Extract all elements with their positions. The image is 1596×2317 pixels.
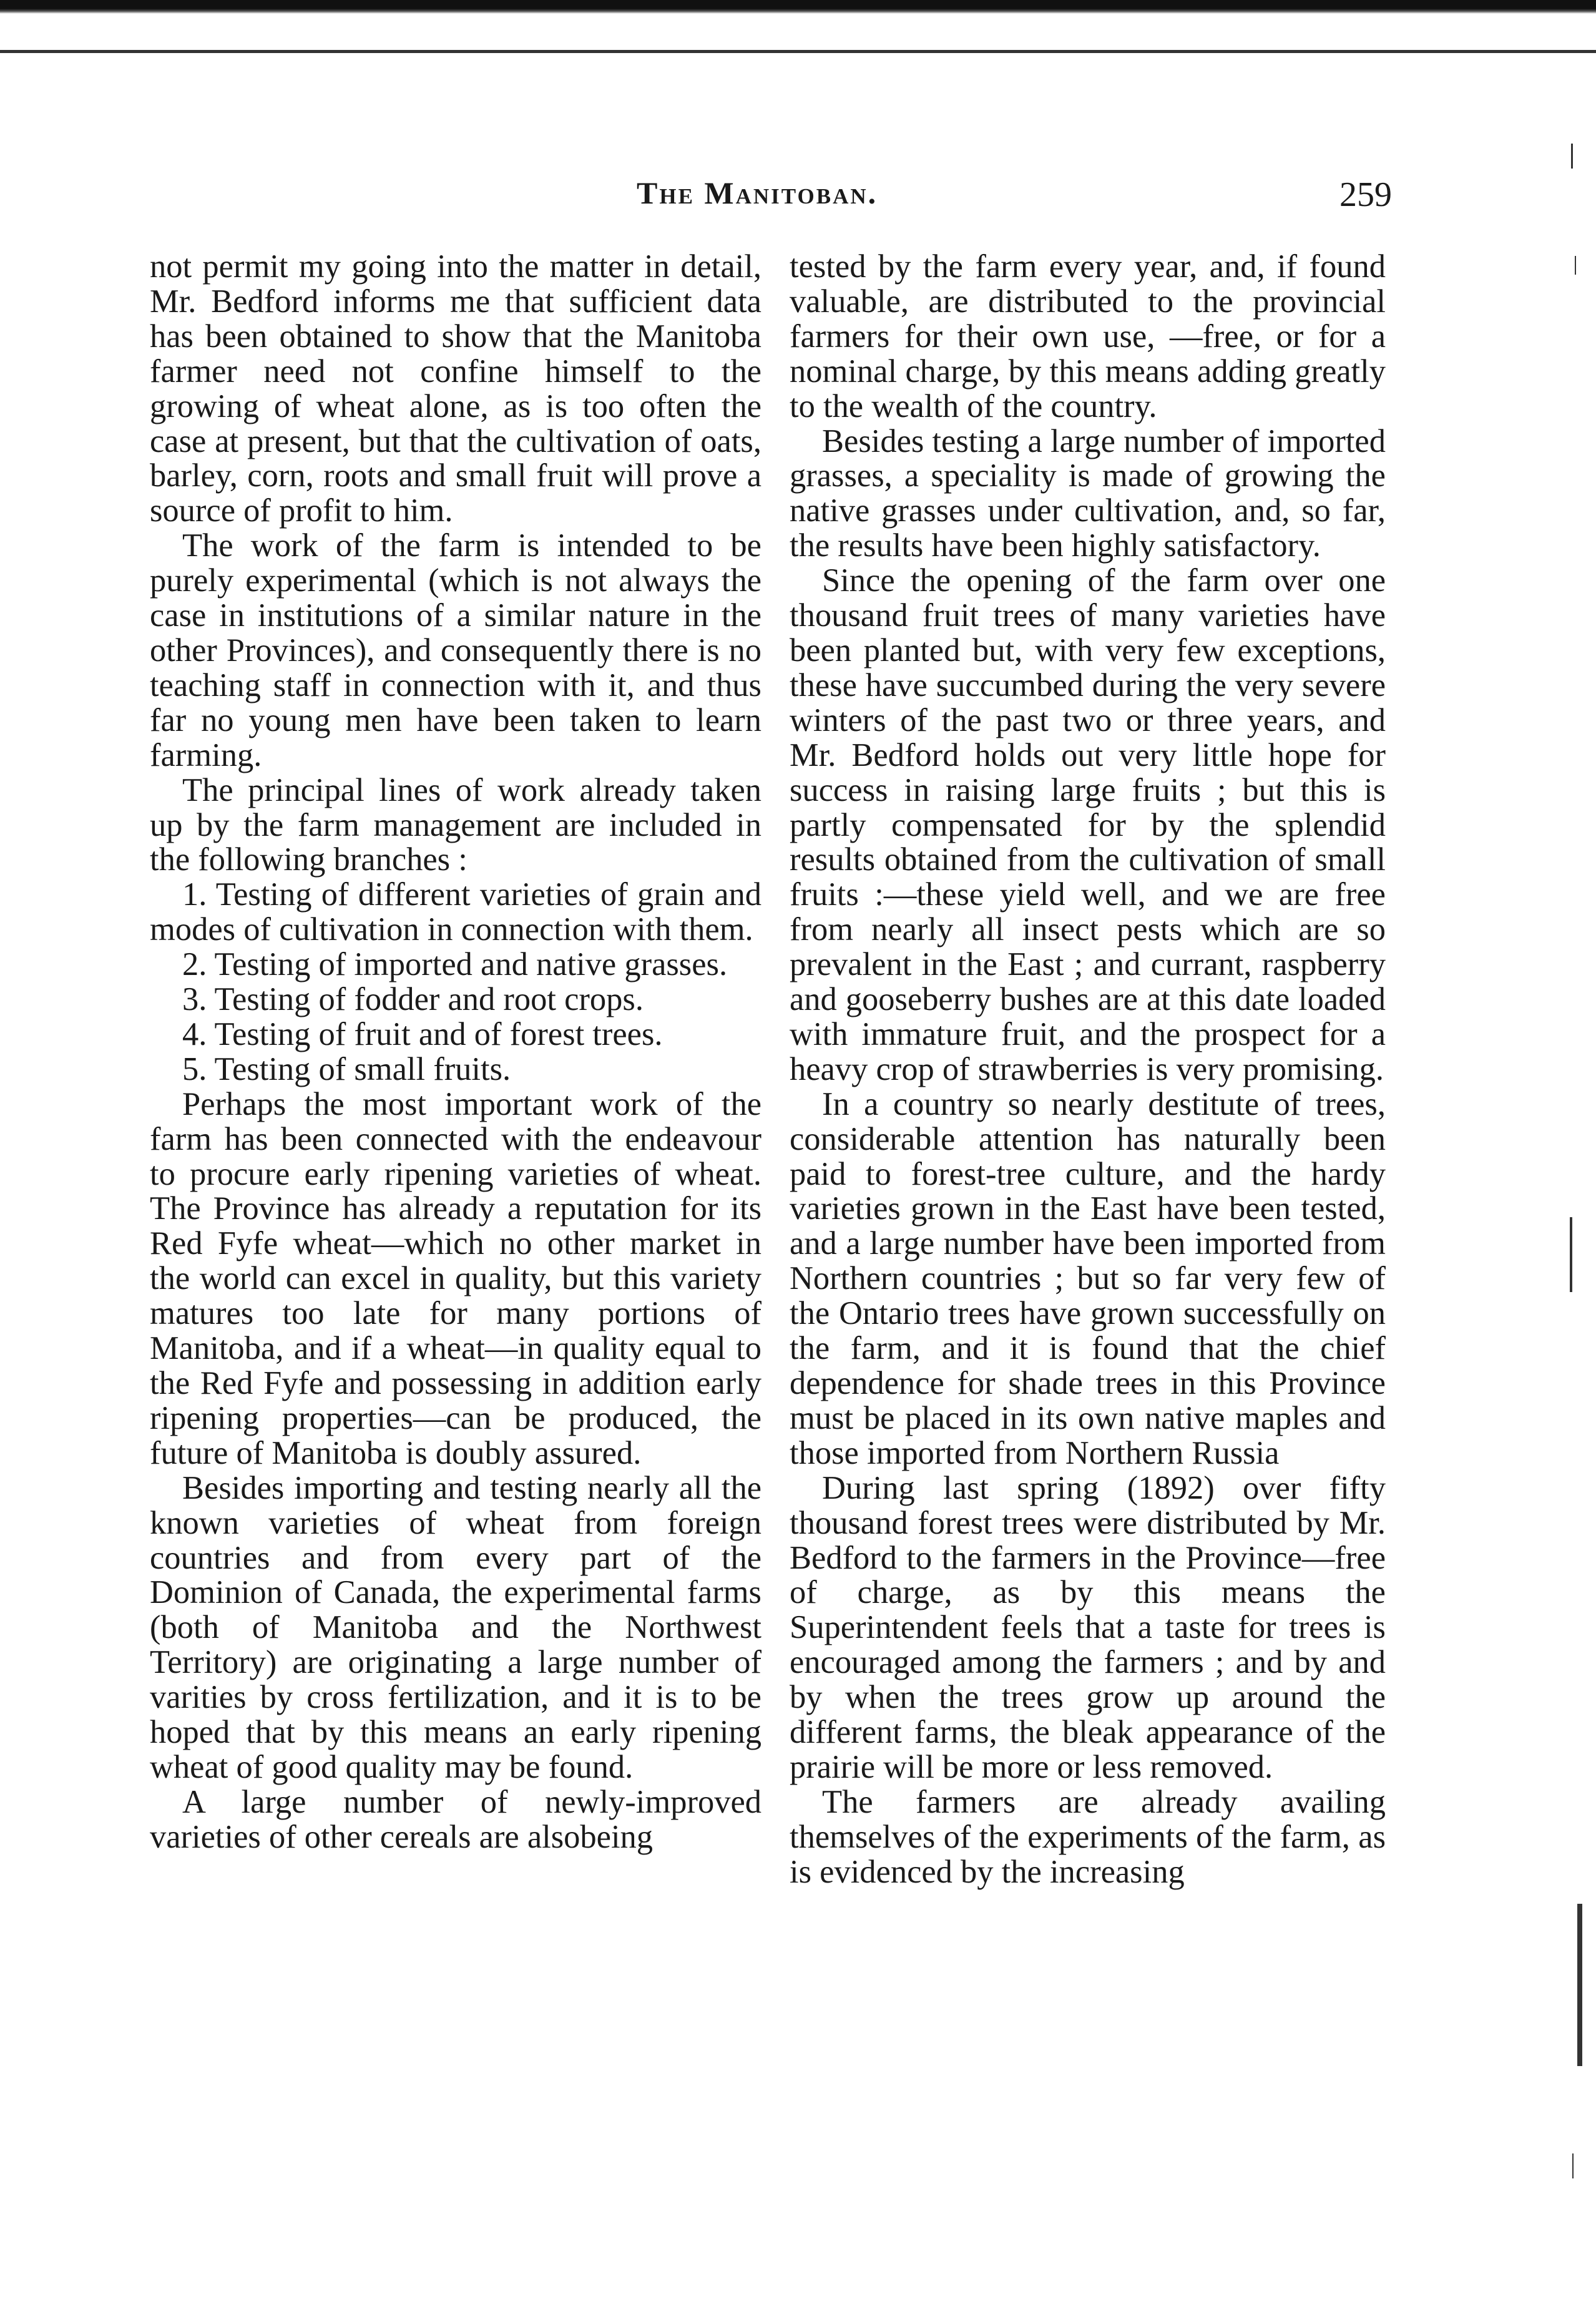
paragraph: A large number of newly-improved varieties of other cereals are alsobeing — [150, 1783, 761, 1855]
paragraph: The work of the farm is intended to be purely experimental (which is not always the case in institutions of a similar nature in the other Provinces), and consequently there is no teaching staff in connection with it, and thus far no young men have been taken to learn farming. — [150, 527, 761, 773]
paragraph: The principal lines of work already taken up by the farm management are included in the following branches : — [150, 772, 761, 878]
list-item: 4. Testing of fruit and of forest trees. — [182, 1016, 663, 1052]
top-rule-line — [0, 50, 1596, 53]
right-column — [790, 250, 1386, 1890]
paragraph: tested by the farm every year, and, if found valuable, are distributed to the provincial farmers for their own use, —free, or for a nominal charge, by this means adding greatly to the wealth of the country. — [790, 248, 1386, 424]
paragraph: In a country so nearly destitute of trees, considerable attention has naturally been paid to forest-tree culture, and the hardy varieties grown in the East have been tested, and a large number have been imported from Northern countries ; but so far very few of the Ontario trees have grown successfully on the farm, and it is found that the chief dependence for shade trees in this Province must be placed in its own native maples and those imported from Northern Russia — [790, 1085, 1386, 1471]
page-edge-specks — [1559, 94, 1596, 2216]
paragraph: Perhaps the most important work of the farm has been connected with the endeavour to procure early ripening varieties of wheat. The Province has already a reputation for its Red Fyfe wheat—which no other market in the world can excel in quality, but this variety matures too late for many portions of Manitoba, and if a wheat—in quality equal to the Red Fyfe and possessing in addition early ripening properties—can be produced, the future of Manitoba is doubly assured. — [150, 1085, 761, 1471]
paragraph: not permit my going into the matter in detail, Mr. Bedford informs me that sufficient data has been obtained to show that the Manitoba farmer need not confine himself to the growing of wheat alone, as is too often the case at present, but that the cultivation of oats, barley, corn, roots and small fruit will prove a source of profit to him. — [150, 248, 761, 529]
paragraph: The farmers are already availing themselves of the experiments of the farm, as is evidenced by the increasing — [790, 1783, 1386, 1890]
paragraph: Since the opening of the farm over one thousand fruit trees of many varieties have been planted but, with very few exceptions, these have succumbed during the very severe winters of the past two or three years, and Mr. Bedford holds out very little hope for success in raising large fruits ; but this is partly compensated for by the splendid results obtained from the cultivation of small fruits :—these yield well, and we are free from nearly all insect pests which are so prevalent in the East ; and currant, raspberry and gooseberry bushes are at this date loaded with immature fruit, and the prospect for a heavy crop of strawberries is very promising. — [790, 562, 1386, 1087]
top-border-rule — [0, 0, 1596, 14]
list-item: 1. Testing of different varieties of grain and modes of cultivation in connection with them. — [150, 876, 761, 948]
list-item: 5. Testing of small fruits. — [182, 1051, 511, 1087]
paragraph: Besides importing and testing nearly all the known varieties of wheat from foreign countries and from every part of the Dominion of Canada, the experimental farms (both of Manitoba and the Northwest Territory) are originating a large number of varities by cross fertilization, and it is to be hoped that by this means an early ripening wheat of good quality may be found. — [150, 1469, 761, 1785]
left-column — [150, 250, 761, 1855]
paragraph: During last spring (1892) over fifty thousand forest trees were distributed by Mr. Bedford to the farmers in the Province—free of charge, as by this means the Superintendent feels that a taste for trees is encouraged among the farmers ; and by and by when the trees grow up around the different farms, the bleak appearance of the prairie will be more or less removed. — [790, 1469, 1386, 1785]
list-item: 3. Testing of fodder and root crops. — [182, 981, 644, 1018]
running-header — [637, 175, 1392, 225]
paragraph: Besides testing a large number of imported grasses, a speciality is made of growing the native grasses under cultivation, and, so far, the results have been highly satisfactory. — [790, 423, 1386, 564]
page-number: 259 — [1339, 175, 1392, 214]
journal-title: The Manitoban. — [637, 175, 878, 210]
list-item: 2. Testing of imported and native grasses. — [182, 946, 728, 983]
